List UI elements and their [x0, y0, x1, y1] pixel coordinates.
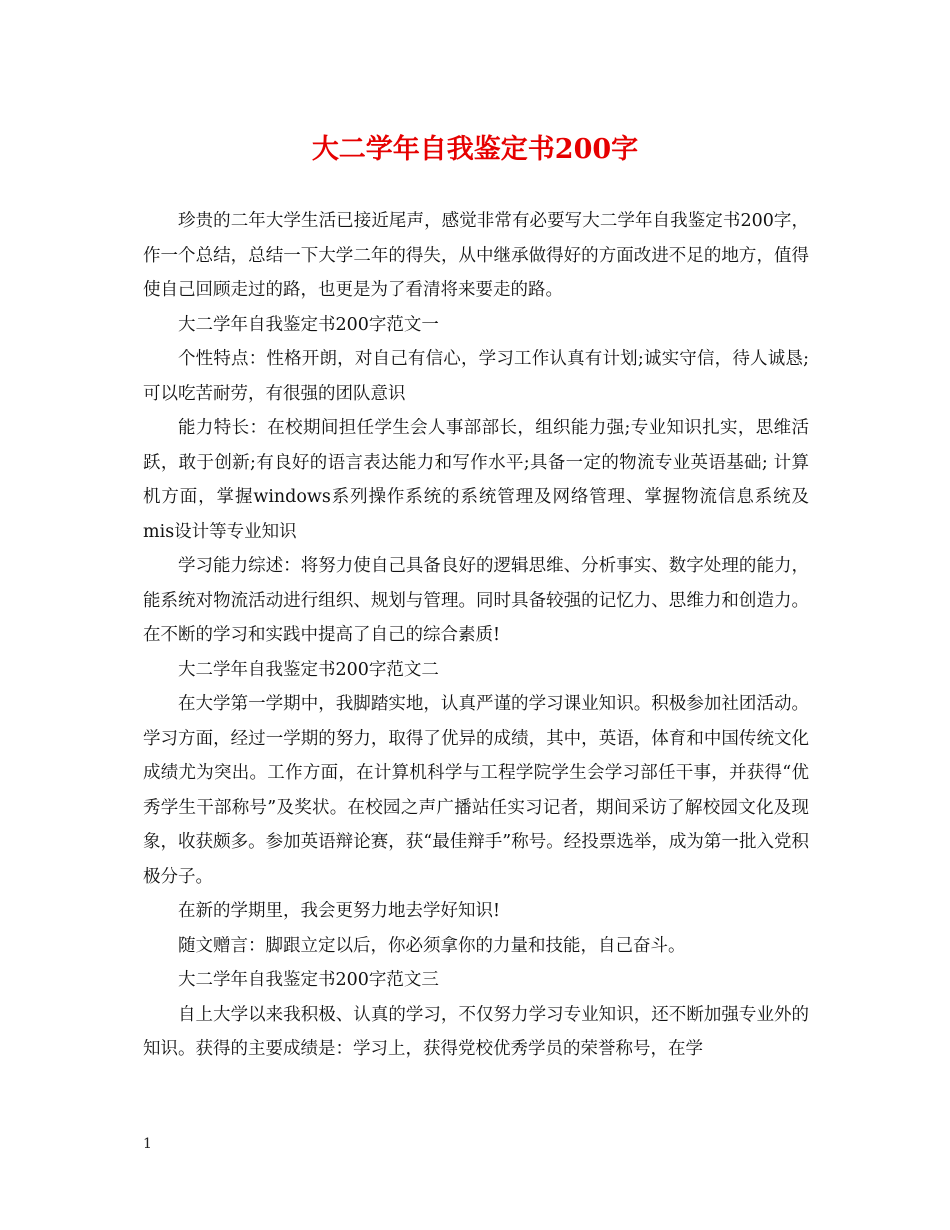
section-heading-2: 大二学年自我鉴定书200字范文二 — [178, 659, 439, 680]
paragraph-abilities: 能力特长：在校期间担任学生会人事部部长，组织能力强;专业知识扎实，思维活跃，敢于创新;有良好的语言表达能力和写作水平;具备一定的物流专业英语基础; 计算机方面，掌握windows系列操作系统的系统管理及网络管理、掌握物流信息系统及mis设计等专业知识 — [143, 418, 809, 542]
section-heading-3: 大二学年自我鉴定书200字范文三 — [178, 970, 439, 990]
section-heading-1: 大二学年自我鉴定书200字范文一 — [178, 314, 439, 335]
document-body — [143, 204, 809, 1067]
paragraph-new-semester: 在新的学期里，我会更努力地去学好知识! — [178, 901, 501, 921]
paragraph-achievements: 自上大学以来我积极、认真的学习，不仅努力学习专业知识，还不断加强专业外的知识。获得的主要成绩是：学习上，获得党校优秀学员的荣誉称号，在学 — [143, 1004, 809, 1059]
paragraph-personality: 个性特点：性格开朗，对自己有信心，学习工作认真有计划;诚实守信，待人诚恳;可以吃苦耐劳，有很强的团队意识 — [143, 349, 809, 404]
document-title: 大二学年自我鉴定书200字 — [311, 134, 639, 165]
page-number: 1 — [143, 1136, 152, 1152]
paragraph-first-semester: 在大学第一学期中，我脚踏实地，认真严谨的学习课业知识。积极参加社团活动。学习方面，经过一学期的努力，取得了优异的成绩，其中，英语，体育和中国传统文化成绩尤为突出。工作方面，在计算机科学与工程学院学生会学习部任干事，并获得“优秀学生干部称号”及奖状。在校园之声广播站任实习记者，期间采访了解校园文化及现象，收获颇多。参加英语辩论赛，获“最佳辩手”称号。经投票选举，成为第一批入党积极分子。 — [143, 694, 809, 887]
paragraph-quote: 随文赠言：脚跟立定以后，你必须拿你的力量和技能，自己奋斗。 — [178, 935, 686, 956]
paragraph-intro: 珍贵的二年大学生活已接近尾声，感觉非常有必要写大二学年自我鉴定书200字，作一个总结，总结一下大学二年的得失，从中继承做得好的方面改进不足的地方，值得使自己回顾走过的路，也更是为了看清将来要走的路。 — [143, 211, 809, 300]
paragraph-learning-ability: 学习能力综述：将努力使自己具备良好的逻辑思维、分析事实、数字处理的能力，能系统对物流活动进行组织、规划与管理。同时具备较强的记忆力、思维力和创造力。在不断的学习和实践中提高了自己的综合素质! — [143, 556, 809, 645]
